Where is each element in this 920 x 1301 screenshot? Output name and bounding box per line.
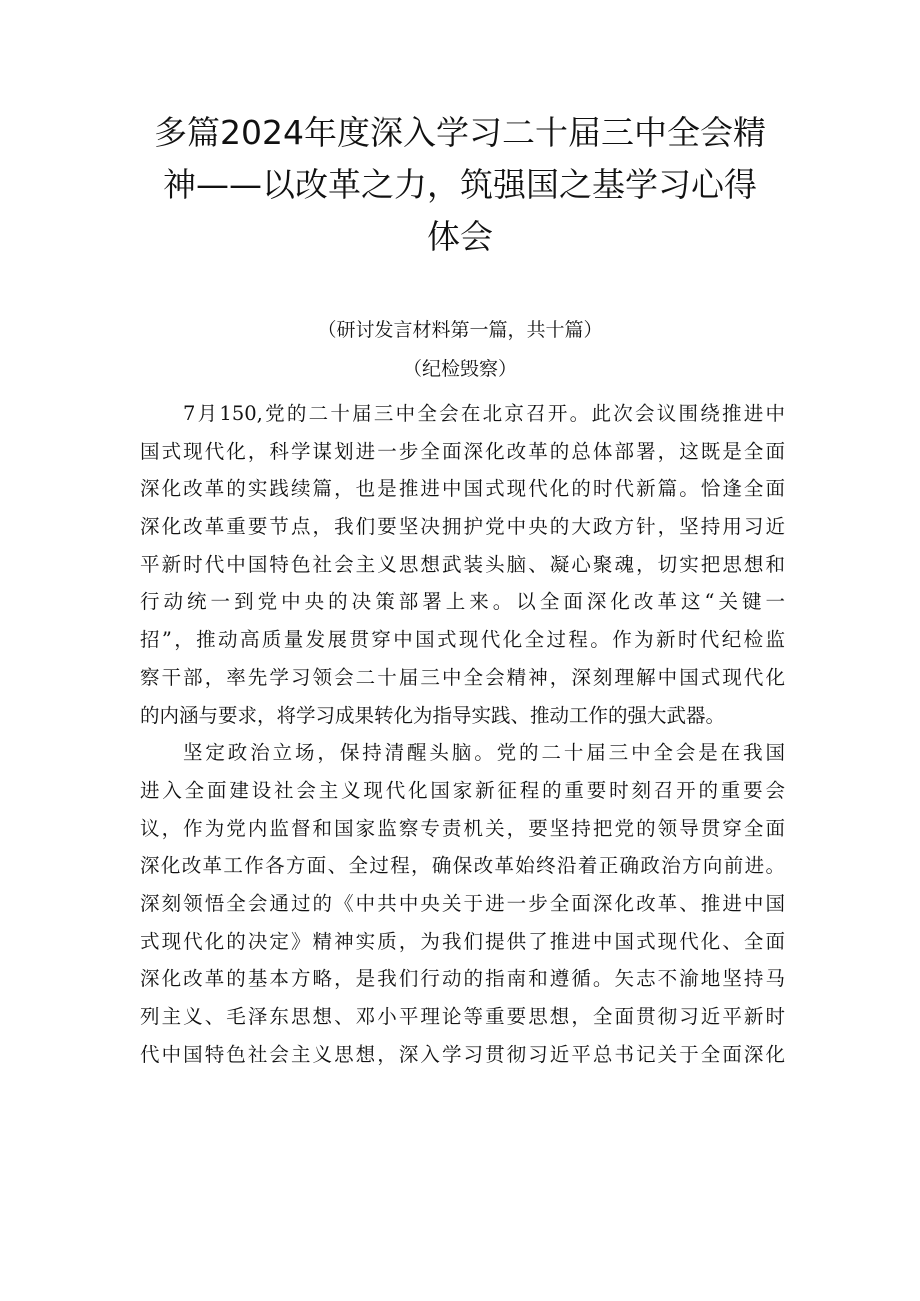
document-body <box>140 395 785 1073</box>
text-line: 深化改革的实践续篇，也是推进中国式现代化的时代新篇。恰逢全面 <box>140 477 785 501</box>
document-source-note: （纪检毁察） <box>402 358 517 380</box>
title-line: 体会 <box>427 217 493 256</box>
text-line: 进入全面建设社会主义现代化国家新征程的重要时刻召开的重要会 <box>140 778 785 802</box>
text-line: 平新时代中国特色社会主义思想武装头脑、凝心聚魂，切实把思想和 <box>140 552 785 576</box>
text-line: 深化改革的基本方略，是我们行动的指南和遵循。矢志不渝地坚持马 <box>140 967 785 991</box>
text-line: 坚定政治立场，保持清醒头脑。党的二十届三中全会是在我国 <box>183 741 785 765</box>
text-line: 察干部，率先学习领会二十届三中全会精神，深刻理解中国式现代化 <box>140 665 785 689</box>
text-line: 的内涵与要求，将学习成果转化为指导实践、推动工作的强大武器。 <box>140 703 726 727</box>
text-line: 7月150,党的二十届三中全会在北京召开。此次会议围绕推进中 <box>183 402 785 425</box>
text-line: 深化改革工作各方面、全过程，确保改革始终沿着正确政治方向前进。 <box>140 854 785 878</box>
body-paragraph <box>140 395 785 734</box>
text-line: 深刻领悟全会通过的《中共中央关于进一步全面深化改革、推进中国 <box>140 891 785 915</box>
text-line: 深化改革重要节点，我们要坚决拥护党中央的大政方针，坚持用习近 <box>140 515 785 539</box>
text-line: 议，作为党内监督和国家监察专责机关，要坚持把党的领导贯穿全面 <box>140 816 785 840</box>
text-line: 列主义、毛泽东思想、邓小平理论等重要思想，全面贯彻习近平新时 <box>140 1005 785 1028</box>
document-subtitle: （研讨发言材料第一篇，共十篇） <box>317 319 603 341</box>
text-line: 招”，推动高质量发展贯穿中国式现代化全过程。作为新时代纪检监 <box>140 628 785 652</box>
text-line: 式现代化的决定》精神实质，为我们提供了推进中国式现代化、全面 <box>140 929 785 953</box>
text-line: 代中国特色社会主义思想，深入学习贯彻习近平总书记关于全面深化 <box>140 1042 785 1066</box>
document-title <box>130 107 790 263</box>
text-line: 行动统一到党中央的决策部署上来。以全面深化改革这“关键一 <box>140 590 785 614</box>
body-paragraph <box>140 734 785 1073</box>
title-line: 多篇2024年度深入学习二十届三中全会精 <box>154 113 766 152</box>
text-line: 国式现代化，科学谋划进一步全面深化改革的总体部署，这既是全面 <box>140 439 785 463</box>
title-line: 神——以改革之力，筑强国之基学习心得 <box>163 165 757 204</box>
